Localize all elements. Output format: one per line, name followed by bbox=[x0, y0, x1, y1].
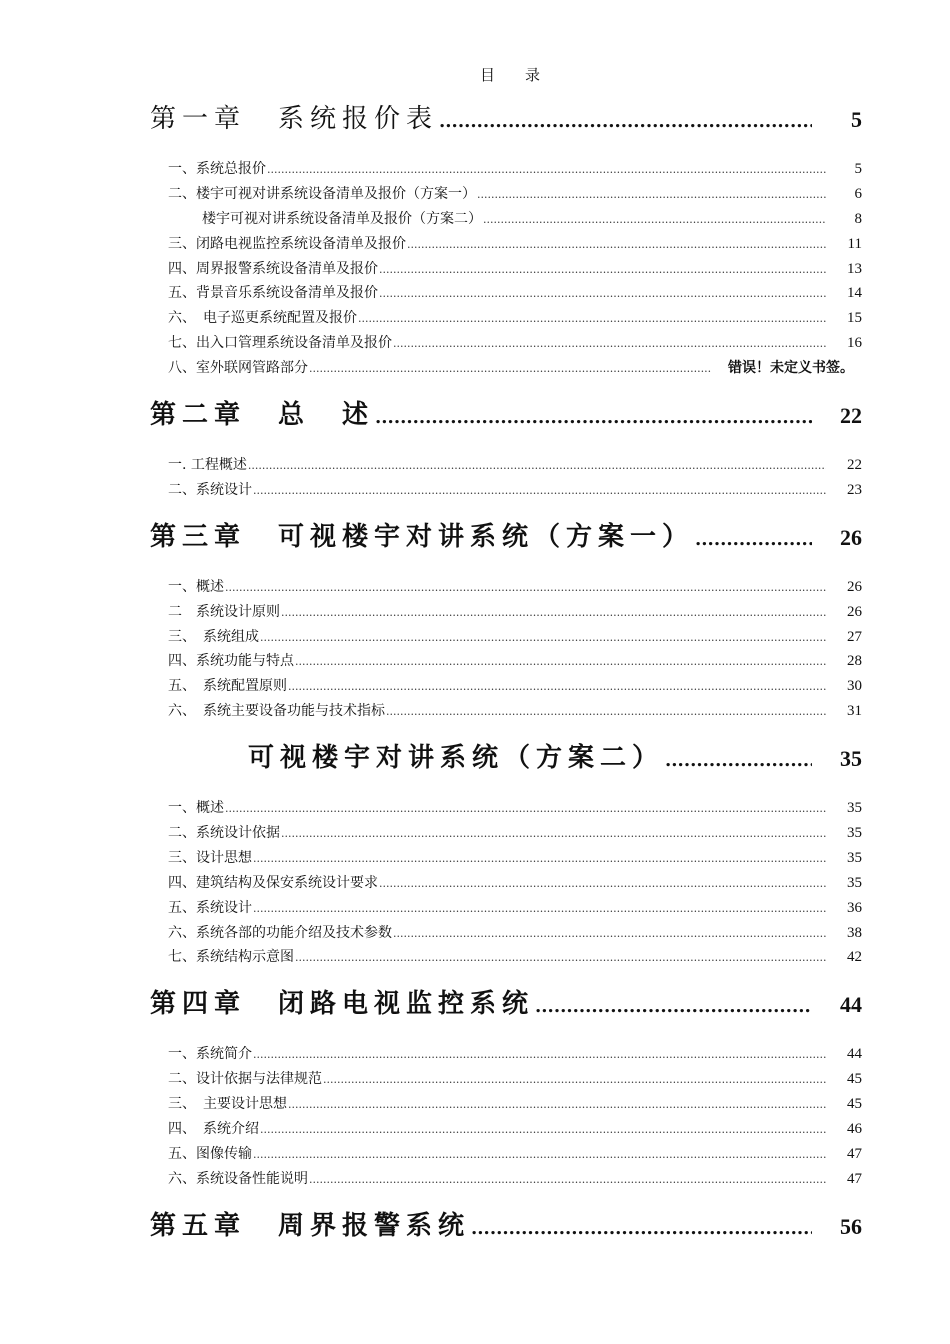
toc-chapter-4[interactable] bbox=[150, 983, 862, 1031]
dot-leader bbox=[288, 678, 826, 694]
entry-label: 一、概述 bbox=[168, 800, 224, 817]
dot-leader bbox=[665, 743, 812, 773]
page-number: 26 bbox=[847, 578, 862, 595]
toc-entry[interactable] bbox=[150, 650, 862, 675]
entry-label: 二、系统设计 bbox=[168, 481, 252, 498]
entry-label: 五、系统设计 bbox=[168, 899, 252, 916]
page-number: 35 bbox=[840, 746, 862, 772]
toc-entry[interactable] bbox=[150, 872, 862, 897]
entry-label: 八、室外联网管路部分 bbox=[168, 360, 308, 377]
page-number: 56 bbox=[840, 1213, 862, 1239]
page-number: 14 bbox=[847, 285, 862, 302]
dot-leader bbox=[253, 1146, 826, 1162]
entry-label: 五、图像传输 bbox=[168, 1145, 252, 1162]
entry-label: 三、闭路电视监控系统设备清单及报价 bbox=[168, 235, 406, 252]
toc-entry[interactable] bbox=[150, 282, 862, 307]
page-number: 13 bbox=[847, 260, 862, 277]
entry-label: 一、概述 bbox=[168, 578, 224, 595]
dot-leader bbox=[358, 310, 826, 326]
dot-leader bbox=[309, 360, 712, 376]
toc-entry[interactable] bbox=[150, 601, 862, 626]
page-number: 16 bbox=[847, 335, 862, 352]
toc-chapter-5[interactable] bbox=[150, 1205, 862, 1253]
dot-leader bbox=[535, 989, 812, 1019]
dot-leader bbox=[253, 482, 826, 498]
entry-label: 六、系统各部的功能介绍及技术参数 bbox=[168, 924, 392, 941]
page-number: 45 bbox=[847, 1096, 862, 1113]
dot-leader bbox=[379, 261, 826, 277]
toc-entry[interactable] bbox=[150, 1143, 862, 1168]
dot-leader bbox=[695, 522, 812, 552]
page-number: 47 bbox=[847, 1170, 862, 1187]
table-of-contents bbox=[150, 98, 862, 1253]
entry-label: 二 系统设计原则 bbox=[168, 603, 280, 620]
toc-entry[interactable] bbox=[150, 258, 862, 283]
toc-entry[interactable] bbox=[150, 576, 862, 601]
toc-entry[interactable] bbox=[150, 1068, 862, 1093]
dot-leader bbox=[248, 457, 826, 473]
dot-leader bbox=[471, 1211, 812, 1241]
entry-label: 四、系统功能与特点 bbox=[168, 653, 294, 670]
dot-leader bbox=[393, 925, 826, 941]
toc-entry[interactable] bbox=[150, 208, 862, 233]
dot-leader bbox=[253, 850, 826, 866]
toc-entry[interactable] bbox=[150, 700, 862, 725]
entry-label: 三、设计思想 bbox=[168, 849, 252, 866]
dot-leader bbox=[225, 800, 826, 816]
dot-leader bbox=[281, 825, 826, 841]
page-number: 22 bbox=[847, 457, 862, 474]
dot-leader bbox=[375, 400, 812, 430]
dot-leader bbox=[309, 1171, 826, 1187]
entry-label: 五、 系统配置原则 bbox=[168, 678, 287, 695]
page-number: 26 bbox=[847, 603, 862, 620]
chapter-title: 第四章 闭路电视监控系统 bbox=[150, 989, 535, 1020]
entry-label: 五、背景音乐系统设备清单及报价 bbox=[168, 285, 378, 302]
dot-leader bbox=[267, 161, 826, 177]
page-number: 35 bbox=[847, 800, 862, 817]
entry-label: 四、建筑结构及保安系统设计要求 bbox=[168, 874, 378, 891]
toc-entry[interactable] bbox=[150, 332, 862, 357]
page-number: 30 bbox=[847, 678, 862, 695]
chapter-title: 第一章 系统报价表 bbox=[150, 104, 439, 134]
dot-leader bbox=[281, 604, 826, 620]
toc-title: 目 录 bbox=[479, 66, 540, 84]
chapter-title: 可视楼宇对讲系统（方案二） bbox=[248, 743, 665, 774]
page-number: 45 bbox=[847, 1071, 862, 1088]
toc-entry[interactable] bbox=[150, 1093, 862, 1118]
page-number: 38 bbox=[847, 924, 862, 941]
page-number: 35 bbox=[847, 825, 862, 842]
toc-entry[interactable] bbox=[150, 1168, 862, 1193]
page-number: 5 bbox=[854, 161, 862, 177]
toc-entry[interactable] bbox=[150, 675, 862, 700]
entry-label: 二、系统设计依据 bbox=[168, 825, 280, 842]
bookmark-error-text: 错误！未定义书签。 bbox=[728, 360, 854, 377]
entry-label: 一、系统简介 bbox=[168, 1046, 252, 1063]
entry-label: 七、系统结构示意图 bbox=[168, 949, 294, 966]
dot-leader bbox=[225, 579, 826, 595]
entry-label: 二、设计依据与法律规范 bbox=[168, 1071, 322, 1088]
toc-chapter-3[interactable] bbox=[150, 516, 862, 564]
page-number: 35 bbox=[847, 849, 862, 866]
dot-leader bbox=[386, 703, 826, 719]
page-number: 28 bbox=[847, 653, 862, 670]
entry-label: 七、出入口管理系统设备清单及报价 bbox=[168, 335, 392, 352]
page-number: 46 bbox=[847, 1121, 862, 1138]
toc-entry[interactable] bbox=[150, 183, 862, 208]
page-number: 5 bbox=[851, 107, 862, 132]
entry-label: 一、系统总报价 bbox=[168, 161, 266, 177]
dot-leader bbox=[379, 285, 826, 301]
toc-entry[interactable] bbox=[150, 922, 862, 947]
dot-leader bbox=[260, 629, 826, 645]
page-number: 47 bbox=[847, 1145, 862, 1162]
dot-leader bbox=[439, 104, 812, 134]
dot-leader bbox=[483, 211, 826, 227]
page-number: 26 bbox=[840, 524, 862, 550]
dot-leader bbox=[295, 653, 826, 669]
entry-label: 三、 系统组成 bbox=[168, 628, 259, 645]
toc-chapter-2[interactable] bbox=[150, 394, 862, 442]
toc-entry[interactable] bbox=[150, 946, 862, 971]
entry-label: 六、 电子巡更系统配置及报价 bbox=[168, 310, 357, 327]
dot-leader bbox=[288, 1096, 826, 1112]
entry-label: 四、 系统介绍 bbox=[168, 1121, 259, 1138]
page-number: 6 bbox=[854, 185, 862, 202]
toc-entry[interactable] bbox=[150, 307, 862, 332]
entry-label: 三、 主要设计思想 bbox=[168, 1096, 287, 1113]
page-number: 15 bbox=[847, 310, 862, 327]
toc-entry[interactable] bbox=[150, 897, 862, 922]
entry-label: 二、楼宇可视对讲系统设备清单及报价（方案一） bbox=[168, 185, 476, 202]
toc-entry[interactable] bbox=[150, 1043, 862, 1068]
page-number: 42 bbox=[847, 949, 862, 966]
toc-entry[interactable] bbox=[150, 626, 862, 651]
page-number: 22 bbox=[840, 403, 862, 429]
chapter-title: 第二章 总 述 bbox=[150, 400, 375, 431]
page-number: 36 bbox=[847, 899, 862, 916]
page-number: 8 bbox=[854, 210, 862, 227]
dot-leader bbox=[253, 1046, 826, 1062]
page-number: 27 bbox=[847, 628, 862, 645]
toc-entry[interactable] bbox=[150, 847, 862, 872]
toc-chapter-1[interactable] bbox=[150, 98, 862, 146]
dot-leader bbox=[407, 236, 826, 252]
toc-entry[interactable] bbox=[150, 479, 862, 504]
dot-leader bbox=[323, 1071, 826, 1087]
page-number: 44 bbox=[840, 992, 862, 1018]
entry-label: 楼宇可视对讲系统设备清单及报价（方案二） bbox=[202, 210, 482, 227]
dot-leader bbox=[253, 900, 826, 916]
page-number: 35 bbox=[847, 874, 862, 891]
entry-label: 四、周界报警系统设备清单及报价 bbox=[168, 260, 378, 277]
page-number: 23 bbox=[847, 481, 862, 498]
page-number: 11 bbox=[847, 235, 862, 252]
entry-label: 一. 工程概述 bbox=[168, 457, 247, 474]
page-number: 44 bbox=[847, 1046, 862, 1063]
dot-leader bbox=[477, 186, 826, 202]
page-number: 31 bbox=[847, 703, 862, 720]
toc-entry[interactable] bbox=[150, 158, 862, 183]
dot-leader bbox=[379, 875, 826, 891]
toc-entry[interactable] bbox=[150, 822, 862, 847]
dot-leader bbox=[260, 1121, 826, 1137]
toc-entry[interactable] bbox=[150, 233, 862, 258]
toc-entry[interactable] bbox=[150, 454, 862, 479]
chapter-title: 第五章 周界报警系统 bbox=[150, 1210, 471, 1241]
chapter-title: 第三章 可视楼宇对讲系统（方案一） bbox=[150, 521, 695, 552]
toc-entry[interactable] bbox=[150, 357, 862, 382]
toc-entry[interactable] bbox=[150, 1118, 862, 1143]
toc-chapter-scheme-2[interactable] bbox=[150, 737, 862, 785]
toc-entry[interactable] bbox=[150, 797, 862, 822]
dot-leader bbox=[295, 949, 826, 965]
dot-leader bbox=[393, 335, 826, 351]
entry-label: 六、系统设备性能说明 bbox=[168, 1170, 308, 1187]
entry-label: 六、 系统主要设备功能与技术指标 bbox=[168, 703, 385, 720]
